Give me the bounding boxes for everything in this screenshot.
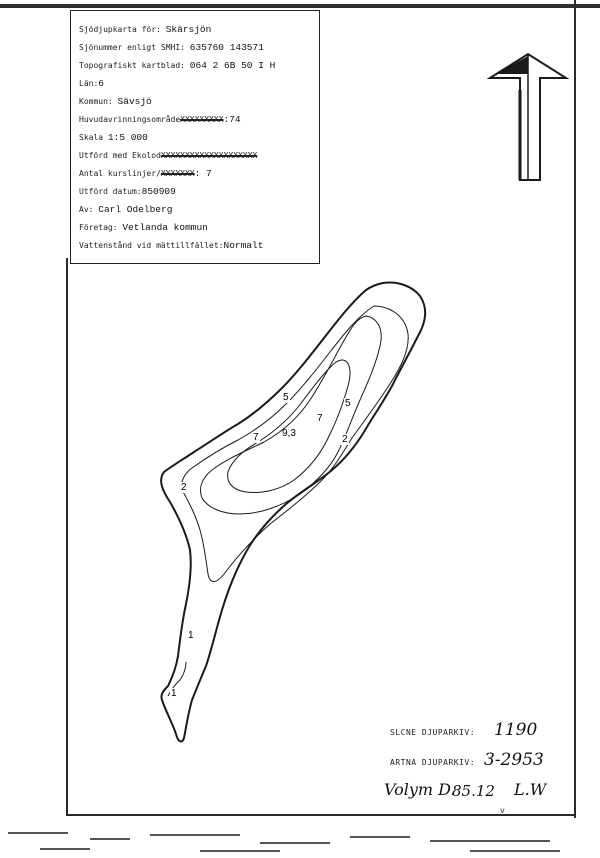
- info-topo-sheet-value: 064 2 6B 50 I H: [189, 60, 276, 71]
- info-municipality-value: Sävsjö: [117, 96, 152, 107]
- depth-label-2-east: 2: [342, 434, 348, 445]
- info-company-value: Vetlanda kommun: [122, 222, 208, 233]
- info-municipality-label: Kommun:: [79, 97, 113, 106]
- info-course-lines-value: : 7: [194, 168, 212, 179]
- depth-label-1-north: 1: [188, 630, 194, 641]
- info-drainage-struck: XXXXXXXXX: [180, 115, 224, 124]
- info-water-level-value: Normalt: [223, 240, 264, 251]
- depth-label-7-west: 7: [253, 432, 259, 443]
- info-scale-label: Skala: [79, 133, 104, 142]
- info-lake-number-value: 635760 143571: [189, 42, 264, 53]
- contour-2m: [181, 306, 408, 582]
- info-drainage-label: Huvudavrinningsområde: [79, 115, 181, 124]
- depth-label-5-west: 5: [283, 392, 289, 403]
- depth-label-max: 9,3: [282, 428, 296, 439]
- archive-artna-label: ARTNA DJUPARKIV:: [390, 758, 476, 767]
- north-arrow-icon: [490, 54, 566, 180]
- info-lake-name-value: Skärsjön: [165, 24, 212, 35]
- archive-artna-value: 3-2953: [484, 750, 544, 770]
- info-echosounder-label: Utförd med Ekolod: [79, 151, 161, 160]
- archive-slcne-value: 1190: [494, 720, 538, 740]
- depth-label-2-west: 2: [181, 482, 187, 493]
- info-county-label: Län:: [79, 79, 99, 88]
- lake-shoreline: [161, 283, 425, 742]
- info-course-lines-label: Antal kurslinjer/: [79, 169, 161, 178]
- depth-label-1-south: 1: [171, 688, 177, 699]
- depth-label-7-east: 7: [317, 413, 323, 424]
- archive-slcne-label: SLCNE DJUPARKIV:: [390, 728, 476, 737]
- handwritten-volume: Volym D.: [384, 780, 456, 799]
- handwritten-date: 85.12: [452, 782, 495, 800]
- info-company-label: Företag:: [79, 223, 118, 232]
- info-topo-sheet-label: Topografiskt kartblad:: [79, 61, 185, 70]
- info-water-level-label: Vattenstånd vid mättillfället:: [79, 241, 224, 250]
- scan-bottom-noise: [0, 828, 600, 858]
- info-scale-value: 1:5 000: [107, 132, 148, 143]
- info-lake-number-label: Sjönummer enligt SMHI:: [79, 43, 185, 52]
- info-author-label: Av:: [79, 205, 94, 214]
- info-date-label: Utförd datum:: [79, 187, 142, 196]
- info-date-value: 850909: [141, 186, 176, 197]
- scan-tick-mark: v: [500, 806, 505, 815]
- info-lake-name-label: Sjödjupkarta för:: [79, 25, 161, 34]
- info-drainage-value: :74: [223, 114, 241, 125]
- info-course-lines-struck: XXXXXXX: [160, 169, 195, 178]
- depth-label-5-east: 5: [345, 398, 351, 409]
- handwritten-initials: L.W: [514, 780, 547, 799]
- info-author-value: Carl Odelberg: [98, 204, 173, 215]
- info-county-value: 6: [98, 78, 104, 89]
- info-echosounder-struck: XXXXXXXXXXXXXXXXXXXX: [160, 151, 258, 160]
